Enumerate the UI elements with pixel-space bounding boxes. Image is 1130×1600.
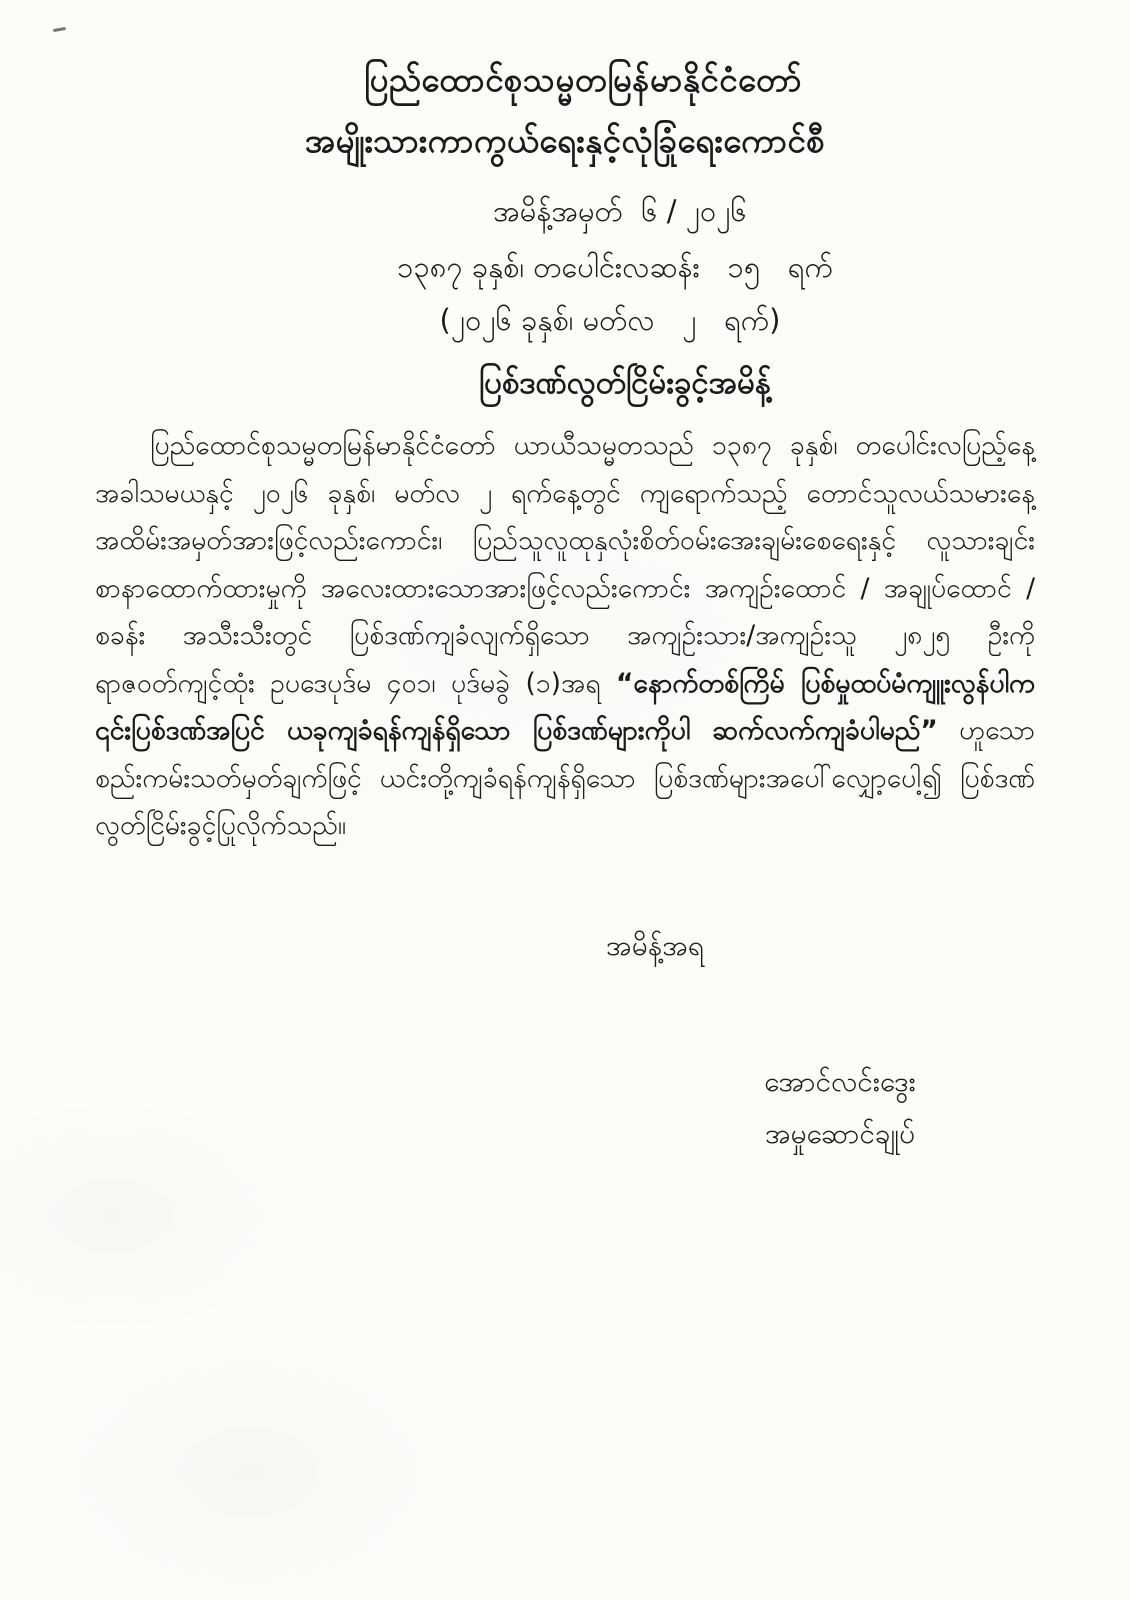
body-segment-after-quote: ဟူသော စည်းကမ်းသတ်မှတ်ချက်ဖြင့် ယင်းတို့ကျခံရန်ကျန်ရှိသော ပြစ်ဒဏ်များအပေါ်လျှော့ပေါ့၍ ပြစ်ဒဏ်လွတ်ငြိမ်းခွင့်ပြုလိုက်သည်။ <box>95 715 1035 841</box>
order-number-line: အမိန့်အမှတ် ၆ / ၂၀၂၆ <box>493 194 747 228</box>
order-body-paragraph <box>95 422 1035 850</box>
by-order-label: အမိန့်အရ <box>606 928 704 962</box>
document-header <box>0 0 1130 412</box>
body-quoted-condition: “နောက်တစ်ကြိမ် ပြစ်မှုထပ်မံကျူးလွန်ပါက ၎င်းပြစ်ဒဏ်အပြင် ယခုကျခံရန်ကျန်ရှိသော ပြစ်ဒဏ်များကိုပါ ဆက်လက်ကျခံပါမည်” <box>95 667 1035 746</box>
myanmar-calendar-date: ၁၃၈၇ ခုနှစ်၊ တပေါင်းလဆန်း ၁၅ ရက် <box>397 250 833 284</box>
body-segment-before-quote: ပြည်ထောင်စုသမ္မတမြန်မာနိုင်ငံတော် ယာယီသမ္မတသည် ၁၃၈၇ ခုနှစ်၊ တပေါင်းလပြည့်နေ့ အခါသမယနှင့် ၂၀၂၆ ခုနှစ်၊ မတ်လ ၂ ရက်နေ့တွင် ကျရောက်သည့် တောင်သူလယ်သမားနေ့ အထိမ်းအမှတ်အားဖြင့်လည်းကောင်း၊ ပြည်သူလူထုနှလုံးစိတ်ဝမ်းအေးချမ်းစေရေးနှင့် လူသားချင်းစာနာထောက်ထားမှုကို အလေးထားသောအားဖြင့်လည်းကောင်း အကျဉ်းထောင် / အချုပ်ထောင် / စခန်း အသီးသီးတွင် ပြစ်ဒဏ်ကျခံလျက်ရှိသော အကျဉ်းသား/အကျဉ်းသူ ၂၈၂၅ ဦးကို ရာဇဝတ်ကျင့်ထုံး ဥပဒေပုဒ်မ ၄၀၁၊ ပုဒ်မခွဲ (၁)အရ <box>95 430 1035 699</box>
order-title: ပြစ်ဒဏ်လွတ်ငြိမ်းခွင့်အမိန့် <box>479 365 771 401</box>
state-title: ပြည်ထောင်စုသမ္မတမြန်မာနိုင်ငံတော် <box>363 60 803 99</box>
signature-block <box>700 1056 980 1160</box>
council-title: အမျိုးသားကာကွယ်ရေးနှင့်လုံခြုံရေးကောင်စီ <box>304 121 826 160</box>
gregorian-calendar-date: (၂၀၂၆ ခုနှစ်၊ မတ်လ ၂ ရက်) <box>439 303 781 337</box>
signatory-title: အမှုဆောင်ချုပ် <box>764 1116 916 1150</box>
signatory-name: အောင်လင်းဒွေး <box>764 1064 916 1098</box>
